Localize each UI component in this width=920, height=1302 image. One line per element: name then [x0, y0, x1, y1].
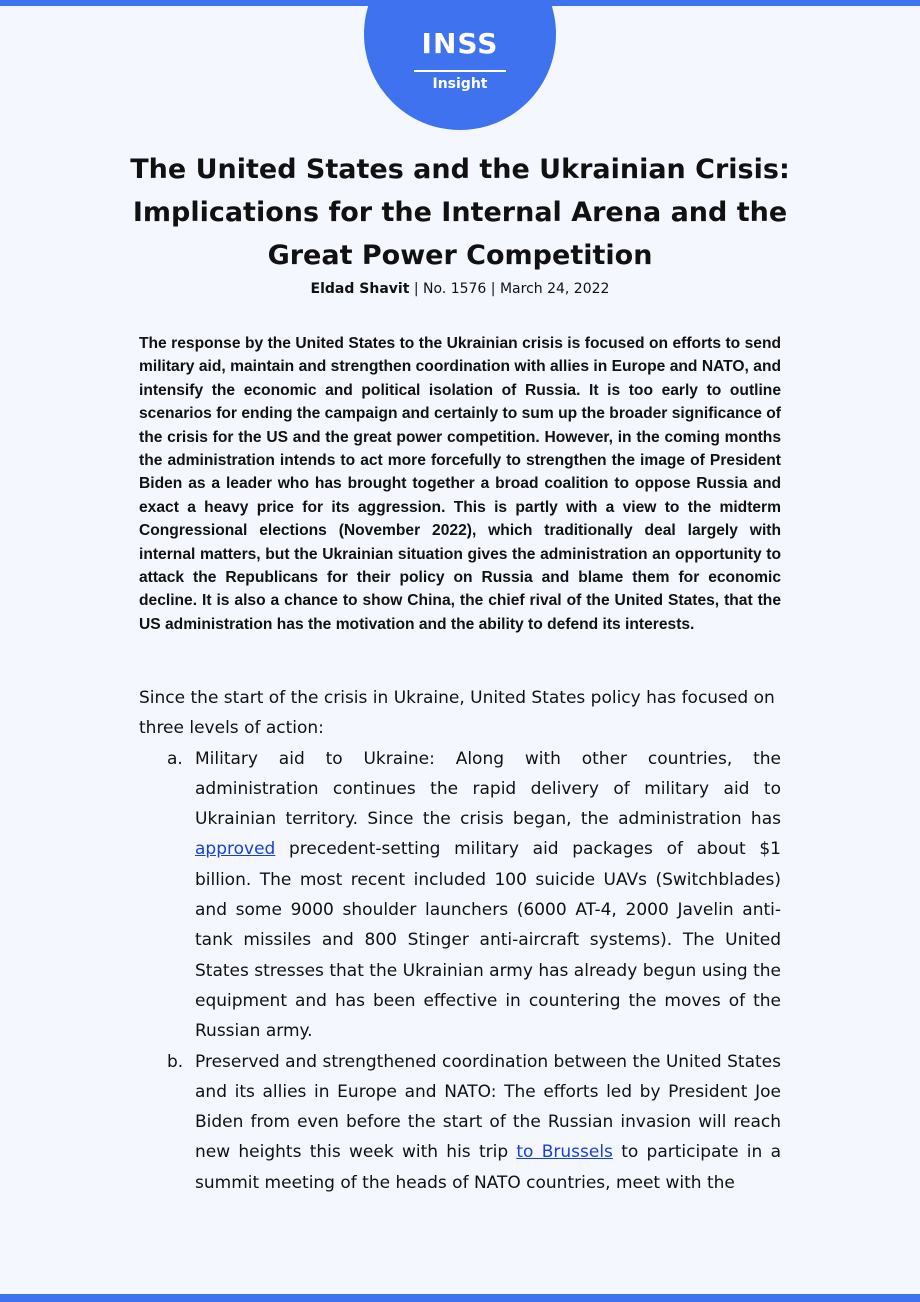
publish-date: March 24, 2022: [499, 281, 610, 297]
article-body: [139, 683, 781, 1198]
approved-link[interactable]: approved: [195, 839, 276, 860]
list-item: [167, 1047, 781, 1198]
brussels-link[interactable]: to Brussels: [516, 1142, 613, 1163]
bottom-accent-bar: [0, 1294, 920, 1302]
inss-logo: INSS: [421, 27, 499, 60]
list-item-text: precedent-setting military aid packages of about $1 billion. The most recent included 100 suicide UAVs (Switchblades) and some 9000 shoulder launchers (6000 AT-4, 2000 Javelin anti-tank missiles and 800 Stinger anti-aircraft systems). The United States stresses that the Ukrainian army has already begun using the equipment and has been effective in countering the moves of the Russian army.: [195, 839, 781, 1042]
list-item-text: to participate in a summit meeting of the heads of NATO countries, meet with the: [195, 1142, 781, 1193]
byline-separator: |: [486, 281, 500, 297]
list-item: [167, 744, 781, 1047]
abstract: The response by the United States to the Ukrainian crisis is focused on efforts to send military aid, maintain and strengthen coordination with allies in Europe and NATO, and intensify the economic and political isolation of Russia. It is too early to outline scenarios for ending the campaign and certainly to sum up the broader significance of the crisis for the US and the great power competition. However, in the coming months the administration intends to act more forcefully to strengthen the image of President Biden as a leader who has brought together a broad coalition to oppose Russia and exact a heavy price for its aggression. This is partly with a view to the midterm Congressional elections (November 2022), which traditionally deal largely with internal matters, but the Ukrainian situation gives the administration an opportunity to attack the Republicans for their policy on Russia and blame them for economic decline. It is also a chance to show China, the chief rival of the United States, that the US administration has the motivation and the ability to defend its interests.: [139, 335, 781, 633]
logo-divider: [414, 70, 506, 72]
list-item-text: Preserved and strengthened coordination between the United States and its allies in Europe and NATO: The efforts led by President Joe Biden from even before the start of the Russian invasion will reach new heights this week with his trip: [195, 1051, 781, 1163]
article-title: The United States and the Ukrainian Crisis: Implications for the Internal Arena and the Great Power Competition: [130, 154, 790, 271]
logo-subtitle: Insight: [432, 76, 488, 92]
author-name: Eldad Shavit: [310, 281, 410, 297]
list-item-text: Military aid to Ukraine: Along with other countries, the administration continues the rapid delivery of military aid to Ukrainian territory. Since the crisis began, the administration has: [195, 748, 781, 830]
intro-paragraph: Since the start of the crisis in Ukraine, United States policy has focused on three levels of action:: [139, 688, 775, 739]
issue-number: No. 1576: [423, 281, 487, 297]
action-levels-list: [139, 744, 781, 1198]
byline-separator: |: [409, 281, 424, 297]
list-marker: b.: [167, 1051, 184, 1072]
byline: [120, 281, 800, 297]
list-marker: a.: [167, 748, 183, 769]
logo-badge: [364, 0, 556, 130]
